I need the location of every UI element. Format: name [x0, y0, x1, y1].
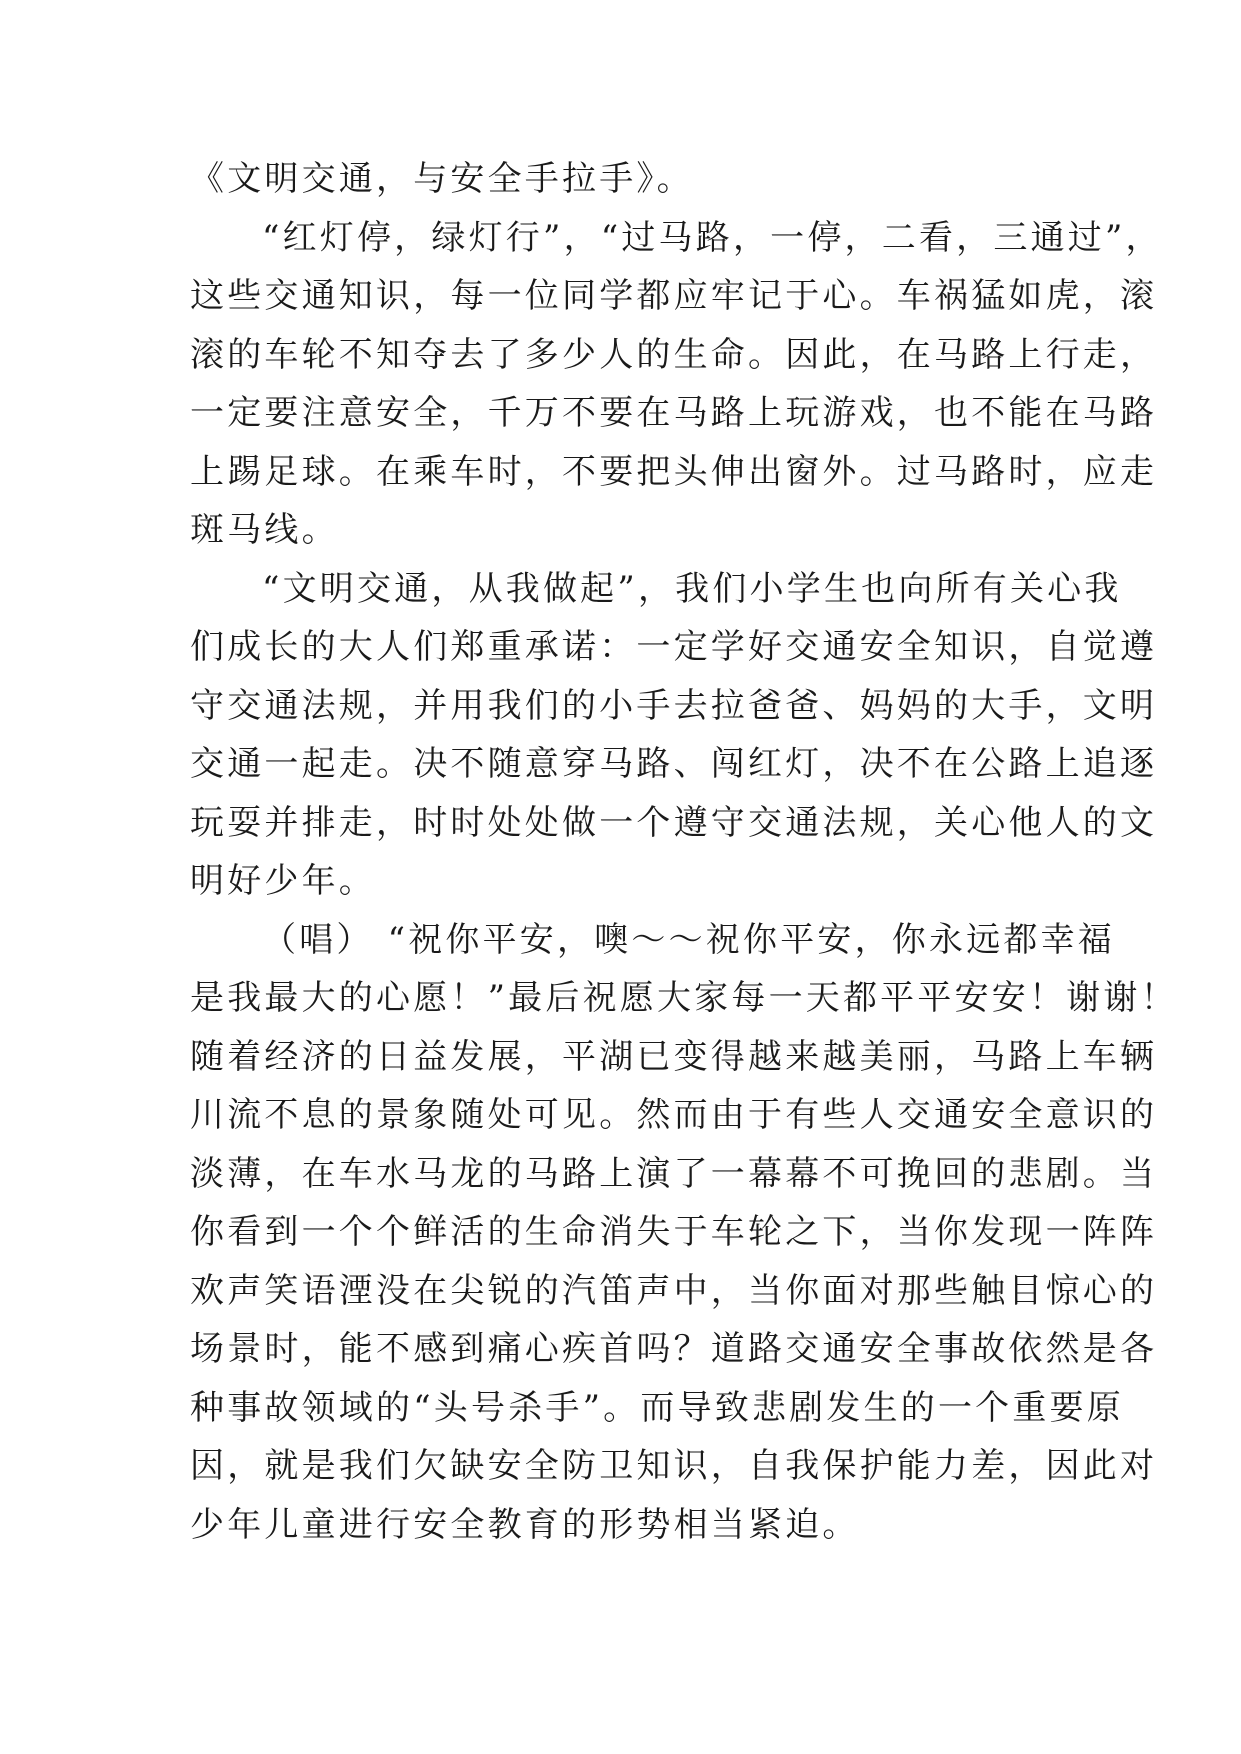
text-line: 你看到一个个鲜活的生命消失于车轮之下，当你发现一阵阵	[190, 1212, 1158, 1252]
text-line: 守交通法规，并用我们的小手去拉爸爸、妈妈的大手，文明	[190, 685, 1158, 726]
text-line: （唱） “祝你平安，噢～～祝你平安，你永远都幸福	[262, 919, 1115, 960]
text-line: 种事故领域的“头号杀手”。而导致悲剧发生的一个重要原	[190, 1387, 1124, 1428]
text-line: 这些交通知识，每一位同学都应牢记于心。车祸猛如虎，滚	[190, 276, 1158, 316]
text-line: “红灯停，绿灯行”，“过马路，一停，二看，三通过”，	[262, 217, 1163, 258]
text-line: 一定要注意安全，千万不要在马路上玩游戏，也不能在马路	[190, 393, 1158, 433]
body-text	[190, 150, 1178, 1554]
text-line: 明好少年。	[190, 861, 376, 901]
text-line: 上踢足球。在乘车时，不要把头伸出窗外。过马路时，应走	[190, 451, 1158, 492]
text-line: 川流不息的景象随处可见。然而由于有些人交通安全意识的	[190, 1095, 1158, 1135]
text-line: 交通一起走。决不随意穿马路、闯红灯，决不在公路上追逐	[190, 744, 1158, 784]
text-line: 是我最大的心愿！”最后祝愿大家每一天都平平安安！谢谢！	[190, 978, 1178, 1018]
text-line: 欢声笑语湮没在尖锐的汽笛声中，当你面对那些触目惊心的	[190, 1270, 1158, 1311]
text-line: 玩耍并排走，时时处处做一个遵守交通法规，关心他人的文	[190, 802, 1158, 843]
text-line: 少年儿童进行安全教育的形势相当紧迫。	[190, 1504, 860, 1545]
text-line: 因，就是我们欠缺安全防卫知识，自我保护能力差，因此对	[190, 1446, 1158, 1486]
text-line: 斑马线。	[190, 510, 339, 550]
text-line: “文明交通，从我做起”，我们小学生也向所有关心我	[262, 568, 1122, 609]
text-line: 滚的车轮不知夺去了多少人的生命。因此，在马路上行走，	[190, 334, 1158, 375]
text-line: 们成长的大人们郑重承诺：一定学好交通安全知识，自觉遵	[190, 627, 1158, 667]
text-line: 淡薄，在车水马龙的马路上演了一幕幕不可挽回的悲剧。当	[190, 1153, 1158, 1194]
text-line: 场景时，能不感到痛心疾首吗？道路交通安全事故依然是各	[190, 1329, 1158, 1369]
text-line: 随着经济的日益发展，平湖已变得越来越美丽，马路上车辆	[190, 1036, 1158, 1077]
text-line: 《文明交通，与安全手拉手》。	[190, 159, 694, 199]
